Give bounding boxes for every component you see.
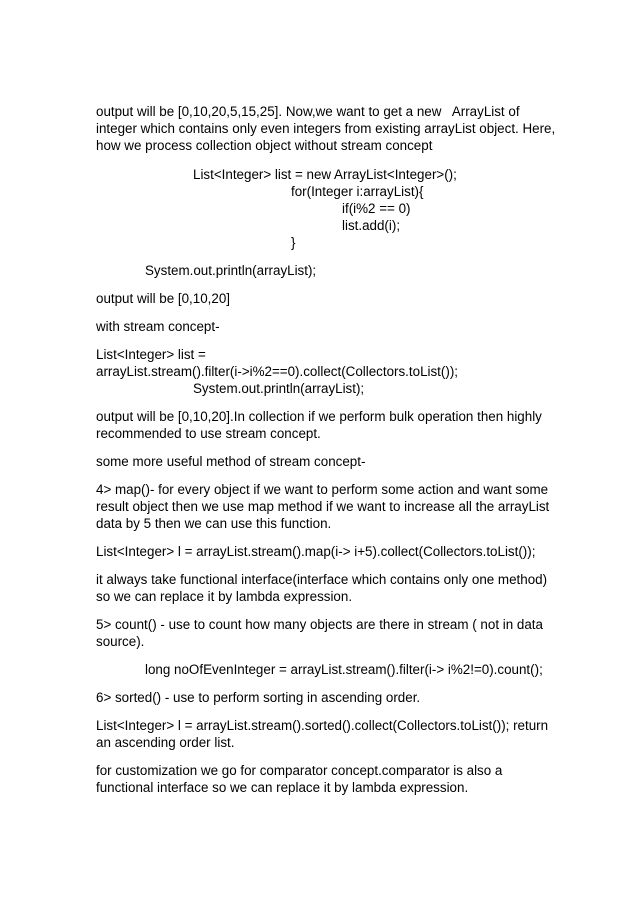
paragraph-line: functional interface so we can replace it by lambda expression. [96,780,469,795]
code-line: list.add(i); [342,218,401,233]
code-line: } [291,235,296,250]
paragraph-line: List<Integer> l = arrayList.stream().sorted().collect(Collectors.toList()); return [96,718,549,733]
code-line: List<Integer> list = new ArrayList<Integer>(); [193,167,457,182]
paragraph-line: recommended to use stream concept. [96,426,321,441]
code-line: if(i%2 == 0) [342,201,411,216]
paragraph-line: some more useful method of stream concept- [96,454,366,469]
paragraph-line: source). [96,634,145,649]
code-line: System.out.println(arrayList); [145,263,317,278]
code-line: arrayList.stream().filter(i->i%2==0).collect(Collectors.toList()); [96,364,459,379]
paragraph-line: 5> count() - use to count how many objects are there in stream ( not in data [96,617,543,632]
code-line: for(Integer i:arrayList){ [291,184,424,199]
paragraph-line: integer which contains only even integers from existing arrayList object. Here, [96,121,556,136]
paragraph-line: an ascending order list. [96,735,235,750]
code-line: System.out.println(arrayList); [193,381,365,396]
paragraph-line: 4> map()- for every object if we want to perform some action and want some [96,482,549,497]
paragraph-line: it always take functional interface(interface which contains only one method) [96,572,548,587]
paragraph-line: result object then we use map method if we want to increase all the arrayList [96,499,550,514]
paragraph-line: data by 5 then we can use this function. [96,516,332,531]
paragraph-line: output will be [0,10,20,5,15,25]. Now,we want to get a new ArrayList of [96,104,520,119]
heading-line: with stream concept- [96,319,220,334]
paragraph-line: output will be [0,10,20].In collection if we perform bulk operation then highly [96,409,542,424]
code-line: long noOfEvenInteger = arrayList.stream().filter(i-> i%2!=0).count(); [145,662,543,677]
paragraph-line: for customization we go for comparator concept.comparator is also a [96,763,503,778]
code-line: List<Integer> list = [96,347,206,362]
paragraph-line: output will be [0,10,20] [96,291,230,306]
paragraph-line: how we process collection object without stream concept [96,138,433,153]
paragraph-line: 6> sorted() - use to perform sorting in ascending order. [96,690,421,705]
code-line: List<Integer> l = arrayList.stream().map(i-> i+5).collect(Collectors.toList()); [96,544,536,559]
paragraph-line: so we can replace it by lambda expression. [96,589,353,604]
